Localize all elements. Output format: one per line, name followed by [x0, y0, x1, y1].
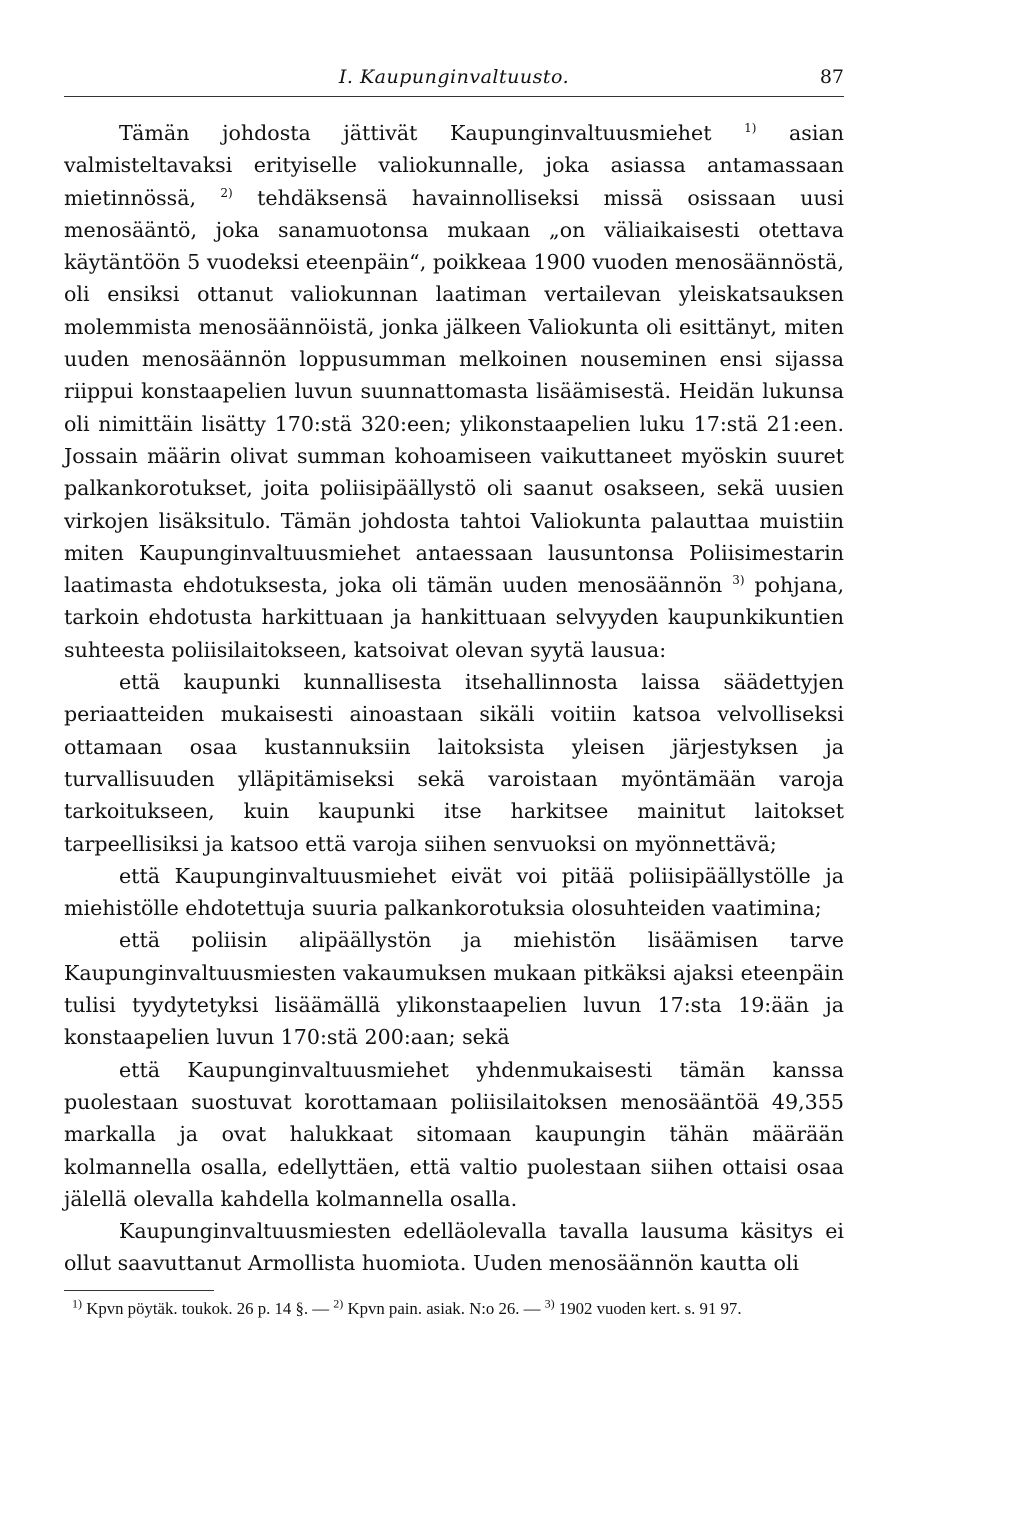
document-page	[64, 60, 844, 1323]
text-run: Kaupunginvaltuusmiesten edelläolevalla tavalla lausuma käsitys ei ollut saavuttanut Armollista huomiota. Uuden menosäännön kautta oli	[64, 1219, 844, 1276]
footnote-ref: 2)	[333, 1296, 344, 1311]
paragraph	[64, 666, 844, 860]
footnotes	[64, 1295, 844, 1323]
footnote-ref: 1)	[744, 121, 757, 136]
paragraph	[64, 1215, 844, 1280]
paragraph	[64, 117, 844, 666]
paragraph	[64, 1054, 844, 1215]
text-run: 1902 vuoden kert. s. 91 97.	[554, 1298, 742, 1318]
page-number: 87	[819, 66, 844, 88]
running-title: I. Kaupunginvaltuusto.	[338, 66, 570, 88]
text-run: että Kaupunginvaltuusmiehet eivät voi pitää poliisipäällystölle ja miehistölle ehdotettuja suuria palkankorotuksia olosuhteiden vaatimina;	[64, 863, 844, 921]
footnote-ref: 3)	[544, 1296, 555, 1311]
paragraph	[64, 924, 844, 1053]
text-run: Kpvn pöytäk. toukok. 26 p. 14 §. —	[82, 1298, 334, 1318]
footnote-ref: 3)	[732, 573, 745, 588]
footnote-text	[64, 1295, 844, 1323]
text-run: pohjana, tarkoin ehdotusta harkittuaan ja hankittuaan selvyyden kaupunkikuntien suhteesta poliisilaitokseen, katsoivat olevan syytä lausua:	[64, 573, 844, 662]
text-run: Tämän johdosta jättivät Kaupunginvaltuusmiehet	[119, 121, 745, 145]
text-run: tehdäksensä havainnolliseksi missä osissaan uusi menosääntö, joka sanamuotonsa mukaan „on väliaikaisesti otettava käytäntöön 5 vuodeksi eteenpäin“, poikkeaa 1900 vuoden menosäännöstä, oli ensiksi ottanut valiokunnan laatiman vertailevan yleiskatsauksen molemmista menosäännöistä, jonka jälkeen Valiokunta oli esittänyt, miten uuden menosäännön loppusumman melkoinen nouseminen ensi sijassa riippui konstaapelien luvun suunnattomasta lisäämisestä. Heidän lukunsa oli nimittäin lisätty 170:stä 320:een; ylikonstaapelien luku 17:stä 21:een. Jossain määrin olivat summan kohoamiseen vaikuttaneet myöskin suuret palkankorotukset, joita poliisipäällystö oli saanut osakseen, sekä uusien virkojen lisäksitulo. Tämän johdosta tahtoi Valiokunta palauttaa muistiin miten Kaupunginvaltuusmiehet antaessaan lausuntonsa Poliisimestarin laatimasta ehdotuksesta, joka oli tämän uuden menosäännön	[64, 185, 844, 598]
running-header	[64, 60, 844, 97]
text-run: että poliisin alipäällystön ja miehistön lisäämisen tarve Kaupunginvaltuusmiesten vakaumuksen mukaan pitkäksi ajaksi eteenpäin tulisi tyydytetyksi lisäämällä ylikonstaapelien luvun 17:sta 19:ään ja konstaapelien luvun 170:stä 200:aan; sekä	[64, 928, 844, 1050]
text-run: että kaupunki kunnallisesta itsehallinnosta laissa säädettyjen periaatteiden mukaisesti ainoastaan sikäli voitiin katsoa velvolliseksi ottamaan osaa kustannuksiin laitoksista yleisen järjestyksen ja turvallisuuden ylläpitämiseksi sekä varoistaan myöntämään varoja tarkoitukseen, kuin kaupunki itse harkitsee mainitut laitokset tarpeellisiksi ja katsoo että varoja siihen senvuoksi on myönnettävä;	[64, 670, 844, 856]
paragraph	[64, 860, 844, 925]
text-run: asian valmisteltavaksi erityiselle valiokunnalle, joka asiassa antamassaan mietinnössä,	[64, 121, 844, 210]
footnote-divider	[64, 1290, 214, 1291]
text-run: Kpvn pain. asiak. N:o 26. —	[343, 1298, 545, 1318]
body-text	[64, 117, 844, 1280]
footnote-ref: 2)	[220, 185, 233, 200]
text-run: että Kaupunginvaltuusmiehet yhdenmukaisesti tämän kanssa puolestaan suostuvat korottamaan poliisilaitoksen menosääntöä 49,355 markalla ja ovat halukkaat sitomaan kaupungin tähän määrään kolmannella osalla, edellyttäen, että valtio puolestaan siihen ottaisi osaa jälellä olevalla kahdella kolmannella osalla.	[64, 1057, 844, 1211]
footnote-ref: 1)	[72, 1296, 82, 1311]
